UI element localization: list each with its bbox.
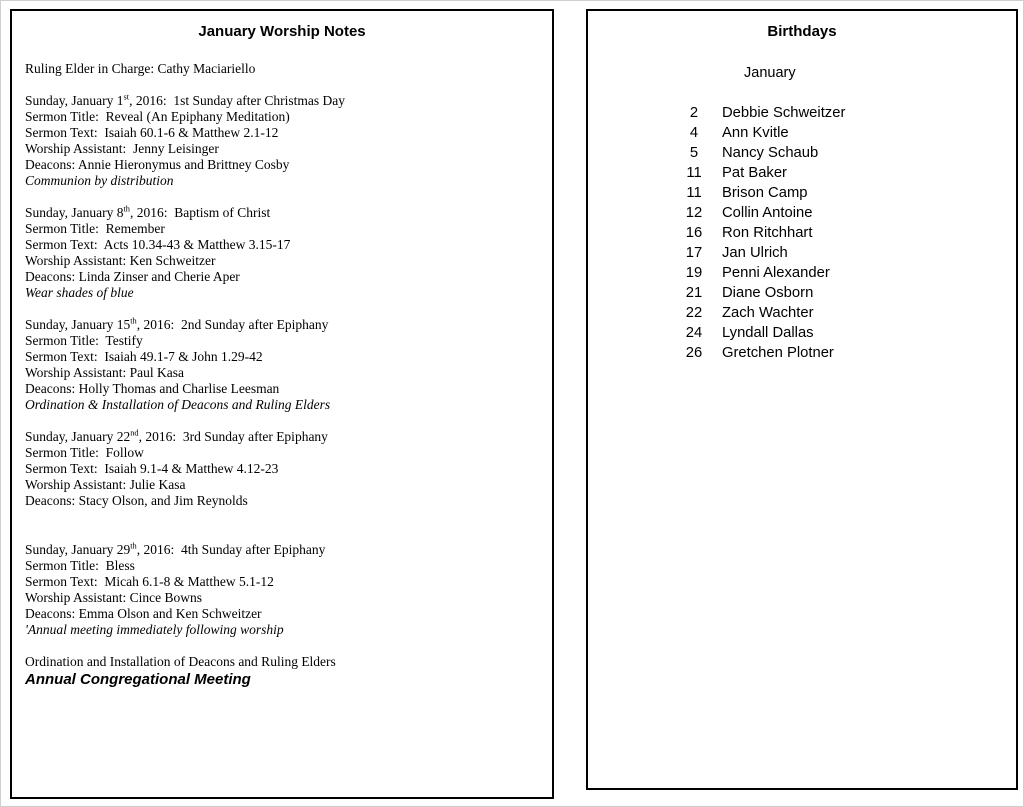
birthday-day: 5 bbox=[689, 145, 699, 161]
service-detail-line: Deacons: Emma Olson and Ken Schweitzer bbox=[25, 606, 262, 621]
service-date-ordinal: th bbox=[130, 316, 137, 326]
birthday-row bbox=[588, 243, 1016, 263]
service-detail-line: Sermon Title: Testify bbox=[25, 333, 143, 348]
birthday-row bbox=[588, 143, 1016, 163]
birthday-row bbox=[588, 263, 1016, 283]
birthday-name: Gretchen Plotner bbox=[722, 345, 834, 361]
birthday-row bbox=[588, 223, 1016, 243]
service-detail-lines bbox=[25, 558, 539, 622]
birthday-name: Pat Baker bbox=[722, 165, 787, 181]
service-detail-line: Sermon Title: Bless bbox=[25, 558, 135, 573]
birthday-name: Penni Alexander bbox=[722, 265, 830, 281]
service-detail-line: Sermon Text: Isaiah 49.1-7 & John 1.29-42 bbox=[25, 349, 263, 364]
birthday-row bbox=[588, 103, 1016, 123]
service-detail-line: Deacons: Stacy Olson, and Jim Reynolds bbox=[25, 493, 248, 508]
service-block bbox=[25, 317, 539, 413]
service-date-prefix: Sunday, January 29 bbox=[25, 542, 131, 557]
service-detail-line: Sermon Text: Micah 6.1-8 & Matthew 5.1-12 bbox=[25, 574, 274, 589]
service-date-prefix: Sunday, January 8 bbox=[25, 205, 124, 220]
birthday-day: 24 bbox=[685, 325, 703, 341]
service-detail-line: Worship Assistant: Jenny Leisinger bbox=[25, 141, 219, 156]
birthday-row bbox=[588, 203, 1016, 223]
service-date-line bbox=[25, 429, 539, 445]
birthday-day: 19 bbox=[685, 265, 703, 281]
birthday-day: 16 bbox=[685, 225, 703, 241]
service-date-prefix: Sunday, January 15 bbox=[25, 317, 131, 332]
birthday-name: Collin Antoine bbox=[722, 205, 813, 221]
birthday-row bbox=[588, 163, 1016, 183]
service-date-ordinal: nd bbox=[130, 428, 139, 438]
footer-annual-meeting-line: Annual Congregational Meeting bbox=[25, 671, 251, 688]
service-detail-line: Deacons: Holly Thomas and Charlise Leesman bbox=[25, 381, 280, 396]
birthdays-panel bbox=[586, 9, 1018, 790]
service-date-suffix: , 2016: 2nd Sunday after Epiphany bbox=[136, 317, 329, 332]
service-detail-line: Sermon Title: Follow bbox=[25, 445, 144, 460]
service-detail-lines bbox=[25, 109, 539, 173]
birthday-day: 11 bbox=[686, 165, 702, 181]
service-block bbox=[25, 93, 539, 189]
service-detail-line: Sermon Title: Reveal (An Epiphany Meditation) bbox=[25, 109, 290, 124]
birthday-name: Ron Ritchhart bbox=[722, 225, 813, 241]
service-detail-line: Worship Assistant: Paul Kasa bbox=[25, 365, 185, 380]
birthday-name: Zach Wachter bbox=[722, 305, 814, 321]
birthday-row bbox=[588, 323, 1016, 343]
service-block bbox=[25, 429, 539, 509]
service-note: Ordination & Installation of Deacons and Ruling Elders bbox=[25, 397, 331, 412]
service-detail-line: Sermon Text: Isaiah 60.1-6 & Matthew 2.1-12 bbox=[25, 125, 279, 140]
service-date-prefix: Sunday, January 22 bbox=[25, 429, 131, 444]
service-date-ordinal: th bbox=[123, 204, 130, 214]
service-date-suffix: , 2016: 1st Sunday after Christmas Day bbox=[129, 93, 346, 108]
service-detail-lines bbox=[25, 221, 539, 285]
service-detail-line: Sermon Text: Acts 10.34-43 & Matthew 3.15-17 bbox=[25, 237, 291, 252]
birthday-day: 17 bbox=[685, 245, 703, 261]
footer-ordination-line: Ordination and Installation of Deacons and Ruling Elders bbox=[25, 654, 336, 669]
birthday-row bbox=[588, 183, 1016, 203]
birthday-day: 12 bbox=[685, 205, 703, 221]
service-date-suffix: , 2016: Baptism of Christ bbox=[130, 205, 271, 220]
birthday-name: Brison Camp bbox=[722, 185, 808, 201]
service-detail-line: Worship Assistant: Cince Bowns bbox=[25, 590, 203, 605]
service-date-ordinal: th bbox=[130, 541, 137, 551]
service-detail-lines bbox=[25, 333, 539, 397]
birthday-row bbox=[588, 343, 1016, 363]
service-detail-line: Sermon Title: Remember bbox=[25, 221, 165, 236]
birthdays-month: January bbox=[744, 65, 796, 81]
birthday-name: Diane Osborn bbox=[722, 285, 814, 301]
birthday-row bbox=[588, 283, 1016, 303]
service-date-line bbox=[25, 205, 539, 221]
birthday-day: 4 bbox=[689, 125, 699, 141]
birthday-name: Jan Ulrich bbox=[722, 245, 788, 261]
service-detail-line: Worship Assistant: Ken Schweitzer bbox=[25, 253, 216, 268]
birthday-list bbox=[588, 103, 1016, 363]
birthday-day: 2 bbox=[689, 105, 699, 121]
birthday-day: 11 bbox=[686, 185, 702, 201]
service-detail-line: Sermon Text: Isaiah 9.1-4 & Matthew 4.12-23 bbox=[25, 461, 279, 476]
service-date-prefix: Sunday, January 1 bbox=[25, 93, 124, 108]
service-detail-line: Worship Assistant: Julie Kasa bbox=[25, 477, 186, 492]
birthdays-title: Birthdays bbox=[767, 23, 837, 40]
birthday-row bbox=[588, 123, 1016, 143]
service-date-suffix: , 2016: 3rd Sunday after Epiphany bbox=[138, 429, 328, 444]
birthday-row bbox=[588, 303, 1016, 323]
service-block bbox=[25, 205, 539, 301]
ruling-elder-line: Ruling Elder in Charge: Cathy Maciariello bbox=[25, 61, 256, 76]
service-date-line bbox=[25, 93, 539, 109]
birthday-day: 22 bbox=[685, 305, 703, 321]
birthday-name: Debbie Schweitzer bbox=[722, 105, 846, 121]
worship-notes-panel bbox=[10, 9, 554, 799]
service-date-ordinal: st bbox=[123, 92, 130, 102]
service-date-suffix: , 2016: 4th Sunday after Epiphany bbox=[136, 542, 326, 557]
service-note: Communion by distribution bbox=[25, 173, 174, 188]
birthday-day: 21 bbox=[685, 285, 703, 301]
service-detail-line: Deacons: Linda Zinser and Cherie Aper bbox=[25, 269, 240, 284]
service-note: 'Annual meeting immediately following worship bbox=[25, 622, 284, 637]
birthday-day: 26 bbox=[685, 345, 703, 361]
service-detail-line: Deacons: Annie Hieronymus and Brittney Cosby bbox=[25, 157, 290, 172]
service-note: Wear shades of blue bbox=[25, 285, 134, 300]
birthday-name: Ann Kvitle bbox=[722, 125, 789, 141]
birthday-name: Lyndall Dallas bbox=[722, 325, 814, 341]
service-block bbox=[25, 542, 539, 638]
worship-notes-title: January Worship Notes bbox=[198, 23, 366, 40]
service-date-line bbox=[25, 317, 539, 333]
worship-notes-body bbox=[12, 61, 552, 688]
service-date-line bbox=[25, 542, 539, 558]
birthday-name: Nancy Schaub bbox=[722, 145, 819, 161]
service-detail-lines bbox=[25, 445, 539, 509]
services-list bbox=[25, 93, 539, 638]
